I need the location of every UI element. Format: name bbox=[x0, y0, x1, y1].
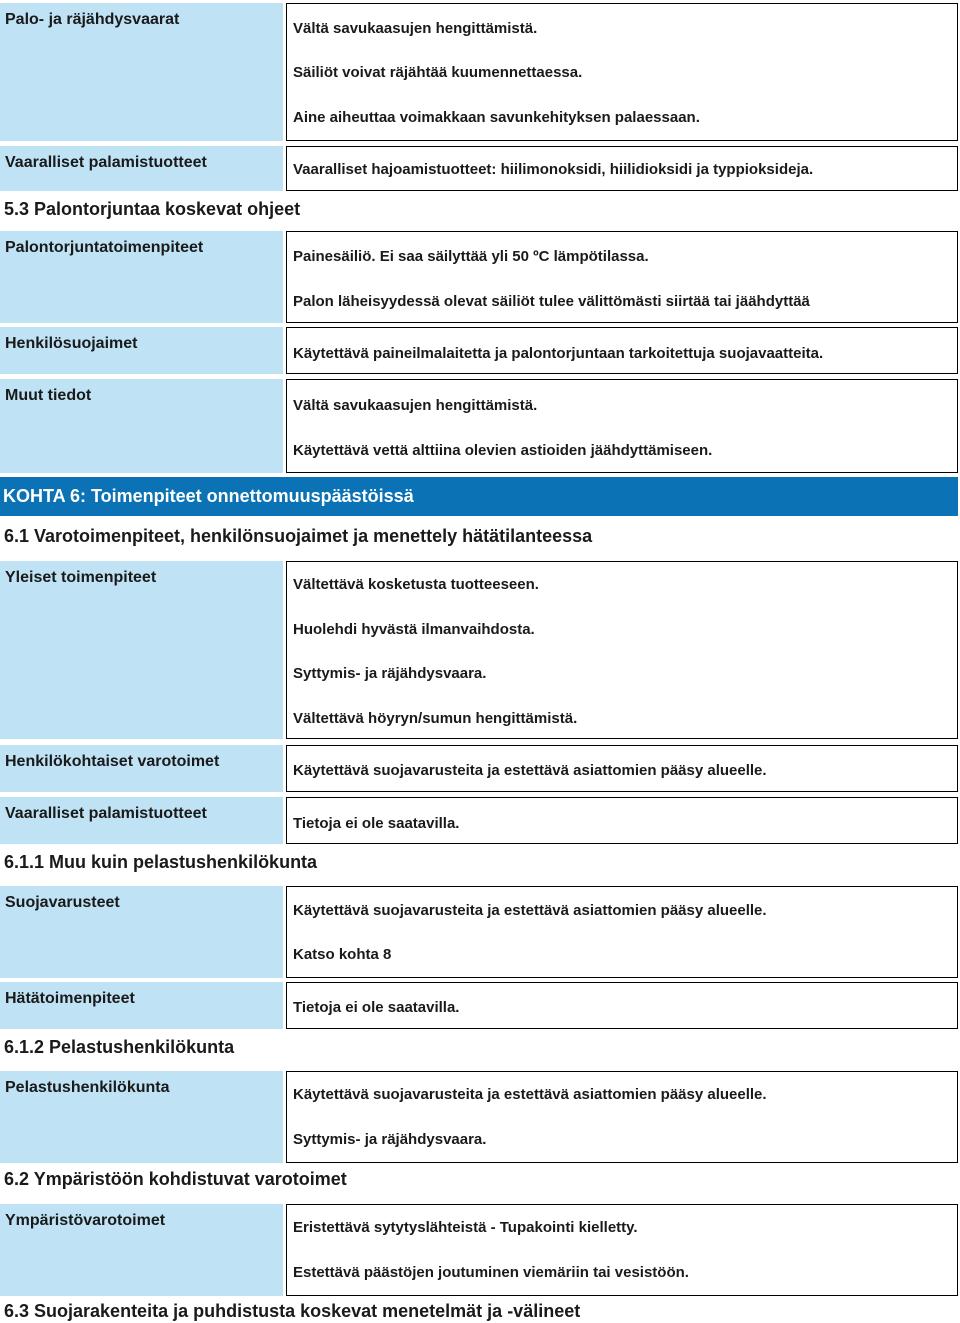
field-text: Käytettävä paineilmalaitetta ja palontorjuntaan tarkoitettuja suojavaatteita. bbox=[293, 345, 824, 362]
field-text: Aine aiheuttaa voimakkaan savunkehityksen palaessaan. bbox=[293, 109, 700, 126]
field-text: Palon läheisyydessä olevat säiliöt tulee välittömästi siirtää tai jäähdyttää bbox=[293, 293, 810, 310]
field-text: Tietoja ei ole saatavilla. bbox=[293, 999, 460, 1016]
section-heading-6-3: 6.3 Suojarakenteita ja puhdistusta koskevat menetelmät ja -välineet bbox=[4, 1301, 581, 1321]
field-label-combustion-products: Vaaralliset palamistuotteet bbox=[0, 146, 283, 191]
section-heading-6-1: 6.1 Varotoimenpiteet, henkilönsuojaimet ja menettely hätätilanteessa bbox=[4, 526, 593, 546]
field-value-box bbox=[286, 886, 958, 978]
field-text: Vältä savukaasujen hengittämistä. bbox=[293, 20, 538, 37]
field-text: Vältettävä kosketusta tuotteeseen. bbox=[293, 576, 539, 593]
field-text: Eristettävä sytytyslähteistä - Tupakointi kielletty. bbox=[293, 1219, 638, 1236]
field-label-emergency-procedures: Hätätoimenpiteet bbox=[0, 982, 283, 1029]
field-text: Syttymis- ja räjähdysvaara. bbox=[293, 1131, 487, 1148]
field-text: Huolehdi hyvästä ilmanvaihdosta. bbox=[293, 621, 535, 638]
section-title-bar: KOHTA 6: Toimenpiteet onnettomuuspäästöissä bbox=[0, 477, 958, 516]
field-label-personal-precautions: Henkilökohtaiset varotoimet bbox=[0, 745, 283, 792]
field-text: Käytettävä suojavarusteita ja estettävä asiattomien pääsy alueelle. bbox=[293, 762, 767, 779]
field-text: Estettävä päästöjen joutuminen viemäriin tai vesistöön. bbox=[293, 1264, 689, 1281]
field-text: Katso kohta 8 bbox=[293, 946, 392, 963]
field-label-firefighting-measures: Palontorjuntatoimenpiteet bbox=[0, 231, 283, 323]
section-heading-5-3: 5.3 Palontorjuntaa koskevat ohjeet bbox=[4, 199, 301, 219]
section-heading-6-1-2: 6.1.2 Pelastushenkilökunta bbox=[4, 1037, 235, 1057]
field-value-box bbox=[286, 1204, 958, 1296]
field-text: Käytettävä suojavarusteita ja estettävä asiattomien pääsy alueelle. bbox=[293, 1086, 767, 1103]
field-text: Syttymis- ja räjähdysvaara. bbox=[293, 665, 487, 682]
field-text: Tietoja ei ole saatavilla. bbox=[293, 815, 460, 832]
field-text: Säiliöt voivat räjähtää kuumennettaessa. bbox=[293, 64, 583, 81]
field-label-combustion-products-2: Vaaralliset palamistuotteet bbox=[0, 797, 283, 844]
field-text: Käytettävä suojavarusteita ja estettävä asiattomien pääsy alueelle. bbox=[293, 902, 767, 919]
field-value-box bbox=[286, 1071, 958, 1163]
field-text: Painesäiliö. Ei saa säilyttää yli 50 ºC lämpötilassa. bbox=[293, 248, 649, 265]
field-text: Vaaralliset hajoamistuotteet: hiilimonoksidi, hiilidioksidi ja typpioksideja. bbox=[293, 161, 814, 178]
field-label-environmental-precautions: Ympäristövarotoimet bbox=[0, 1204, 283, 1296]
section-heading-6-2: 6.2 Ympäristöön kohdistuvat varotoimet bbox=[4, 1169, 347, 1189]
section-heading-6-1-1: 6.1.1 Muu kuin pelastushenkilökunta bbox=[4, 852, 318, 872]
field-label-other-info: Muut tiedot bbox=[0, 379, 283, 473]
field-label-protective-equipment: Henkilösuojaimet bbox=[0, 327, 283, 374]
field-label-fire-hazards: Palo- ja räjähdysvaarat bbox=[0, 3, 283, 141]
field-text: Käytettävä vettä alttiina olevien astioiden jäähdyttämiseen. bbox=[293, 442, 713, 459]
field-label-general-measures: Yleiset toimenpiteet bbox=[0, 561, 283, 739]
field-label-protective-gear: Suojavarusteet bbox=[0, 886, 283, 978]
field-label-emergency-responders: Pelastushenkilökunta bbox=[0, 1071, 283, 1163]
field-text: Vältettävä höyryn/sumun hengittämistä. bbox=[293, 710, 578, 727]
field-text: Vältä savukaasujen hengittämistä. bbox=[293, 397, 538, 414]
